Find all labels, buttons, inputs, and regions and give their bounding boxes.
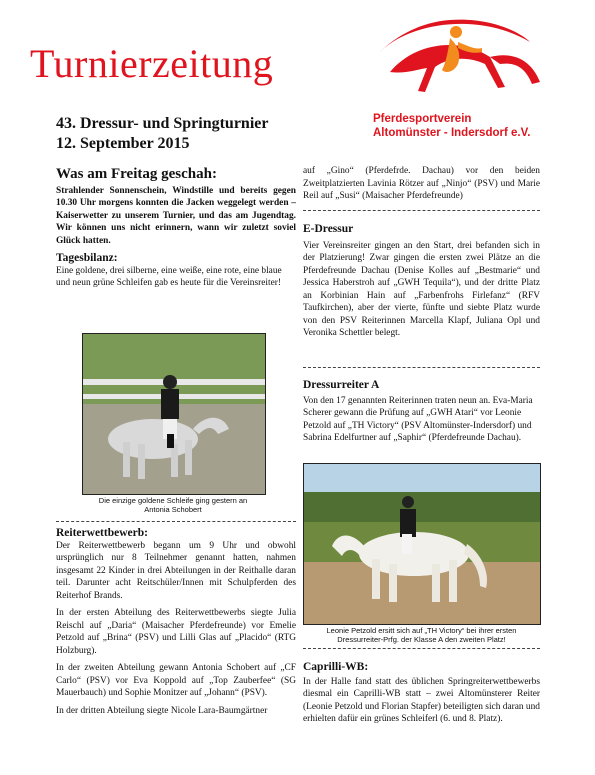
tagesbilanz-text: Eine goldene, drei silberne, eine weiße, eine rote, eine blaue und neun grüne Schleifen gab es heute für die Vereinsreiter! — [56, 265, 282, 288]
right-column-caprilli — [303, 661, 540, 731]
divider — [56, 521, 296, 522]
continued-text: auf „Gino“ (Pferdefrde. Dachau) vor den beiden Zweitplatzierten Lavinia Rötzer auf „Ninjo“ (PSV) und Marie Reil auf „Susi“ (Maisacher Pferdefreunde) — [303, 166, 540, 201]
caprilli-heading: Caprilli-WB: — [303, 661, 369, 673]
section-heading-friday: Was am Freitag geschah: — [56, 166, 217, 182]
photo2-caption — [303, 626, 540, 644]
divider — [303, 367, 540, 368]
photo-rider-grey-pony — [82, 333, 266, 495]
reiter-paragraph-1: Der Reiterwettbewerb begann um 9 Uhr und obwohl ursprünglich nur 8 Teilnehmer genannt hatten, nahmen insgesamt 22 Kinder in drei Abteilungen in der Reithalle daran teil. Darunter acht Reitschüler/Innen mit Schulpferden des Reiterhof Brands. — [56, 540, 296, 601]
photo-dressage-white-horse — [303, 463, 541, 625]
horse-rider-logo-icon — [370, 12, 555, 102]
reiter-paragraph-2: In der ersten Abteilung des Reiterwettbewerbs siegte Julia Reischl auf „Daria“ (Maisacher Pferdefreunde) vor Emelie Petzold auf „Brina“ (PSV) und Lilli Glas auf „Placido“ (RTG Holzburg). — [56, 608, 296, 656]
club-name-line2: Altomünster - Indersdorf e.V. — [373, 127, 531, 139]
caprilli-text: In der Halle fand statt des üblichen Springreiterwettbewerbs diesmal ein Caprilli-WB statt – zwei Altomünsterer Reiter (Leonie Petzold und Florian Stapfer) beteiligten sich daran und erhielten dafür ein grünes Schleiferl (6. und 8. Platz). — [303, 676, 540, 724]
tagesbilanz-heading: Tagesbilanz: — [56, 252, 118, 264]
photo1-caption — [82, 496, 264, 514]
edition-date: 12. September 2015 — [56, 135, 190, 152]
right-column-dressur — [303, 379, 540, 450]
club-name — [373, 112, 530, 140]
edition-title: 43. Dressur- und Springturnier — [56, 115, 269, 132]
dressurreiter-heading: Dressurreiter A — [303, 379, 380, 391]
left-column-lower — [56, 527, 296, 722]
edressur-heading: E-Dressur — [303, 223, 354, 235]
photo1-caption-line2: Antonia Schobert — [144, 505, 202, 514]
divider — [303, 648, 540, 649]
right-column-edressur — [303, 223, 540, 345]
divider — [303, 210, 540, 211]
photo-dressage-white-horse-image — [304, 464, 540, 624]
reiter-paragraph-4: In der dritten Abteilung siegte Nicole Lara-Baumgärtner — [56, 705, 268, 716]
left-column — [56, 168, 296, 295]
reiterwettbewerb-heading: Reiterwettbewerb: — [56, 527, 148, 539]
dressurreiter-text: Von den 17 genannten Reiterinnen traten neun an. Eva-Maria Scherer gewann die Prüfung auf „GWH Atari“ vor Leonie Petzold auf „TH Victory“ (PSV Altomünster-Indersdorf) und Sabrina Edelfurtner auf „Saphir“ (Pferdefreunde Dachau). — [303, 395, 533, 443]
edition-heading — [56, 114, 268, 154]
photo1-caption-line1: Die einzige goldene Schleife ging gestern an — [98, 496, 248, 505]
masthead-title: Turnierzeitung — [30, 41, 274, 86]
club-name-line1: Pferdesportverein — [373, 113, 472, 125]
edressur-text: Vier Vereinsreiter gingen an den Start, drei befanden sich in der Platzierung! Zwar gingen die ersten zwei Plätze an die Pferdefreunde Dachau (Denise Kolles auf „Bestmarie“ und Jessica Haberstroh auf „GWH Tequila“), und der dritte Platz an Korbinian Hain auf „Farbenfrohs Firlefanz“ (RFV Taufkirchen), aber der vierte, fünfte und siebte Platz wurde von den PSV Reiterinnen Marcella Klapf, Juliana Opl und Veronika Schettler belegt. — [303, 240, 540, 338]
intro-text: Strahlender Sonnenschein, Windstille und bereits gegen 10.30 Uhr morgens konnten die Jacken weggelegt werden – Kaiserwetter zu unserem Turnier, und das am Jugendtag. Wir können uns nicht erinnern, wann wir zuletzt soviel Glück hatten. — [56, 185, 296, 246]
reiter-paragraph-3: In der zweiten Abteilung gewann Antonia Schobert auf „CF Carlo“ (PSV) vor Eva Koppold auf „Top Zauberfee“ (SG Mauerbauch) und Sophie Monitzer auf „Johann“ (PSV). — [56, 663, 296, 698]
photo2-caption-line1: Leonie Petzold ersitt sich auf „TH Victory“ bei ihrer ersten — [326, 626, 517, 635]
right-column-top — [303, 165, 540, 208]
photo-rider-grey-pony-image — [83, 334, 265, 494]
photo2-caption-line2: Dressurreiter-Prfg. der Klasse A den zweiten Platz! — [337, 635, 506, 644]
